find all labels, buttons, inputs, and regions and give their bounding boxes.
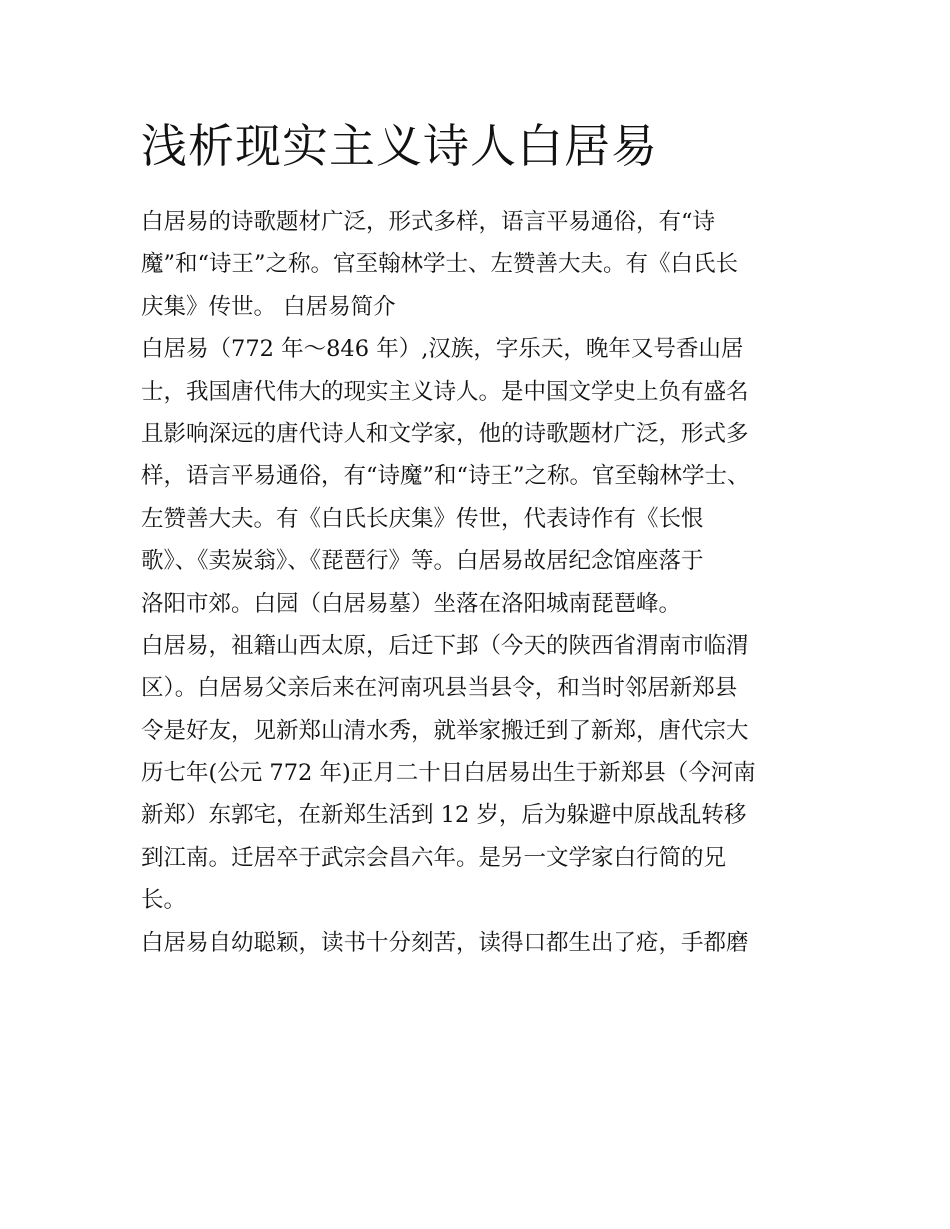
text-line: 魔”和“诗王”之称。官至翰林学士、左赞善大夫。有《白氏长 (141, 251, 739, 278)
text-line: 历七年(公元 772 年)正月二十日白居易出生于新郑县（今河南 (141, 760, 756, 787)
text-line: 庆集》传世。 白居易简介 (141, 293, 396, 320)
text-line: 新郑）东郭宅，在新郑生活到 12 岁，后为躲避中原战乱转移 (141, 802, 747, 829)
paragraph-intro (141, 201, 813, 328)
text-line: 令是好友，见新郑山清水秀，就举家搬迁到了新郑，唐代宗大 (141, 717, 749, 744)
text-line: 且影响深远的唐代诗人和文学家，他的诗歌题材广泛，形式多 (141, 420, 749, 447)
text-line: 长。 (141, 887, 187, 914)
text-line: 洛阳市郊。白园（白居易墓）坐落在洛阳城南琵琶峰。 (141, 590, 682, 617)
text-line: 白居易自幼聪颖，读书十分刻苦，读得口都生出了疮，手都磨 (141, 929, 749, 956)
paragraph-origins (141, 625, 813, 922)
paragraph-biography (141, 328, 813, 625)
text-line: 士，我国唐代伟大的现实主义诗人。是中国文学史上负有盛名 (141, 378, 749, 405)
text-line: 歌》、《卖炭翁》、《琵琶行》等。白居易故居纪念馆座落于 (141, 548, 704, 575)
text-line: 白居易，祖籍山西太原，后迁下邽（今天的陕西省渭南市临渭 (141, 632, 749, 659)
text-line: 白居易（772 年～846 年）,汉族，字乐天，晚年又号香山居 (141, 336, 744, 363)
paragraph-youth (141, 922, 813, 964)
text-line: 白居易的诗歌题材广泛，形式多样，语言平易通俗，有“诗 (141, 209, 716, 235)
text-line: 左赞善大夫。有《白氏长庆集》传世，代表诗作有《长恨 (141, 505, 704, 532)
text-line: 到江南。迁居卒于武宗会昌六年。是另一文学家白行简的兄 (141, 844, 727, 871)
document-title: 浅析现实主义诗人白居易 (141, 119, 658, 173)
text-line: 样，语言平易通俗，有“诗魔”和“诗王”之称。官至翰林学士、 (141, 463, 750, 490)
text-line: 区）。白居易父亲后来在河南巩县当县令，和当时邻居新郑县 (141, 675, 738, 702)
document-body (141, 201, 813, 964)
